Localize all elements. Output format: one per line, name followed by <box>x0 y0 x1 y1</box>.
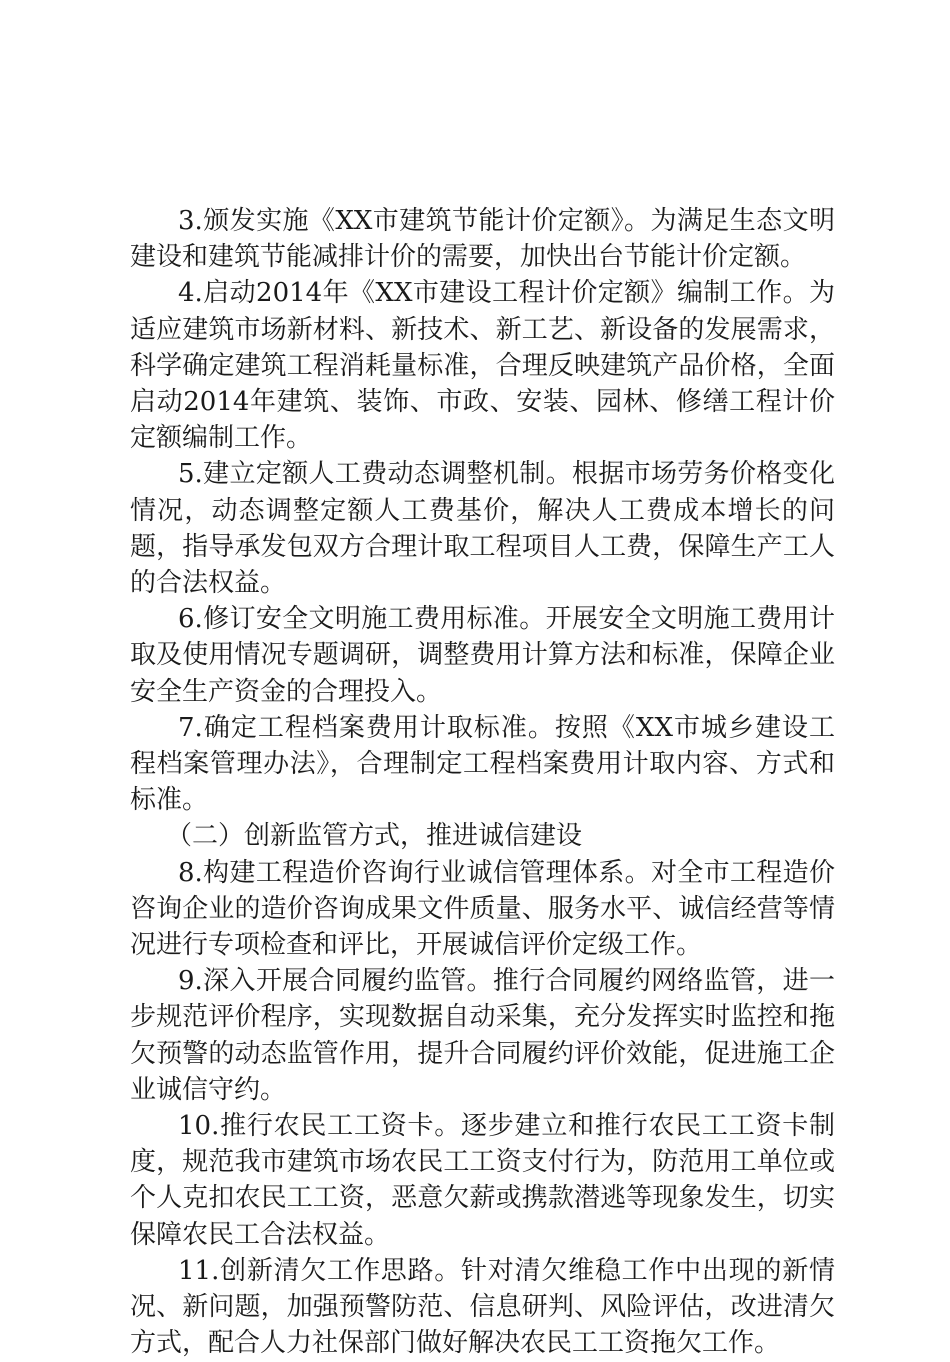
paragraph-3: 3.颁发实施《XX市建筑节能计价定额》。为满足生态文明建设和建筑节能减排计价的需要，加快出台节能计价定额。 <box>130 206 835 273</box>
paragraph-7: 7.确定工程档案费用计取标准。按照《XX市城乡建设工程档案管理办法》，合理制定工程档案费用计取内容、方式和标准。 <box>130 712 835 816</box>
document-body <box>130 203 835 1362</box>
section-heading: （二）创新监管方式，推进诚信建设 <box>166 821 583 852</box>
paragraph-9: 9.深入开展合同履约监管。推行合同履约网络监管，进一步规范评价程序，实现数据自动采集，充分发挥实时监控和拖欠预警的动态监管作用，提升合同履约评价效能，促进施工企业诚信守约。 <box>130 966 835 1105</box>
paragraph-8: 8.构建工程造价咨询行业诚信管理体系。对全市工程造价咨询企业的造价咨询成果文件质量、服务水平、诚信经营等情况进行专项检查和评比，开展诚信评价定级工作。 <box>130 857 835 961</box>
paragraph-11: 11.创新清欠工作思路。针对清欠维稳工作中出现的新情况、新问题，加强预警防范、信息研判、风险评估，改进清欠方式，配合人力社保部门做好解决农民工工资拖欠工作。 <box>130 1255 835 1359</box>
paragraph-5: 5.建立定额人工费动态调整机制。根据市场劳务价格变化情况，动态调整定额人工费基价，解决人工费成本增长的问题，指导承发包双方合理计取工程项目人工费，保障生产工人的合法权益。 <box>130 459 835 599</box>
paragraph-10: 10.推行农民工工资卡。逐步建立和推行农民工工资卡制度，规范我市建筑市场农民工工资支付行为，防范用工单位或个人克扣农民工工资，恶意欠薪或携款潜逃等现象发生，切实保障农民工合法权益。 <box>130 1111 835 1250</box>
paragraph-6: 6.修订安全文明施工费用标准。开展安全文明施工费用计取及使用情况专题调研，调整费用计算方法和标准，保障企业安全生产资金的合理投入。 <box>130 604 835 707</box>
paragraph-4: 4.启动2014年《XX市建设工程计价定额》编制工作。为适应建筑市场新材料、新技术、新工艺、新设备的发展需求，科学确定建筑工程消耗量标准，合理反映建筑产品价格，全面启动2014年建筑、装饰、市政、安装、园林、修缮工程计价定额编制工作。 <box>130 278 835 454</box>
